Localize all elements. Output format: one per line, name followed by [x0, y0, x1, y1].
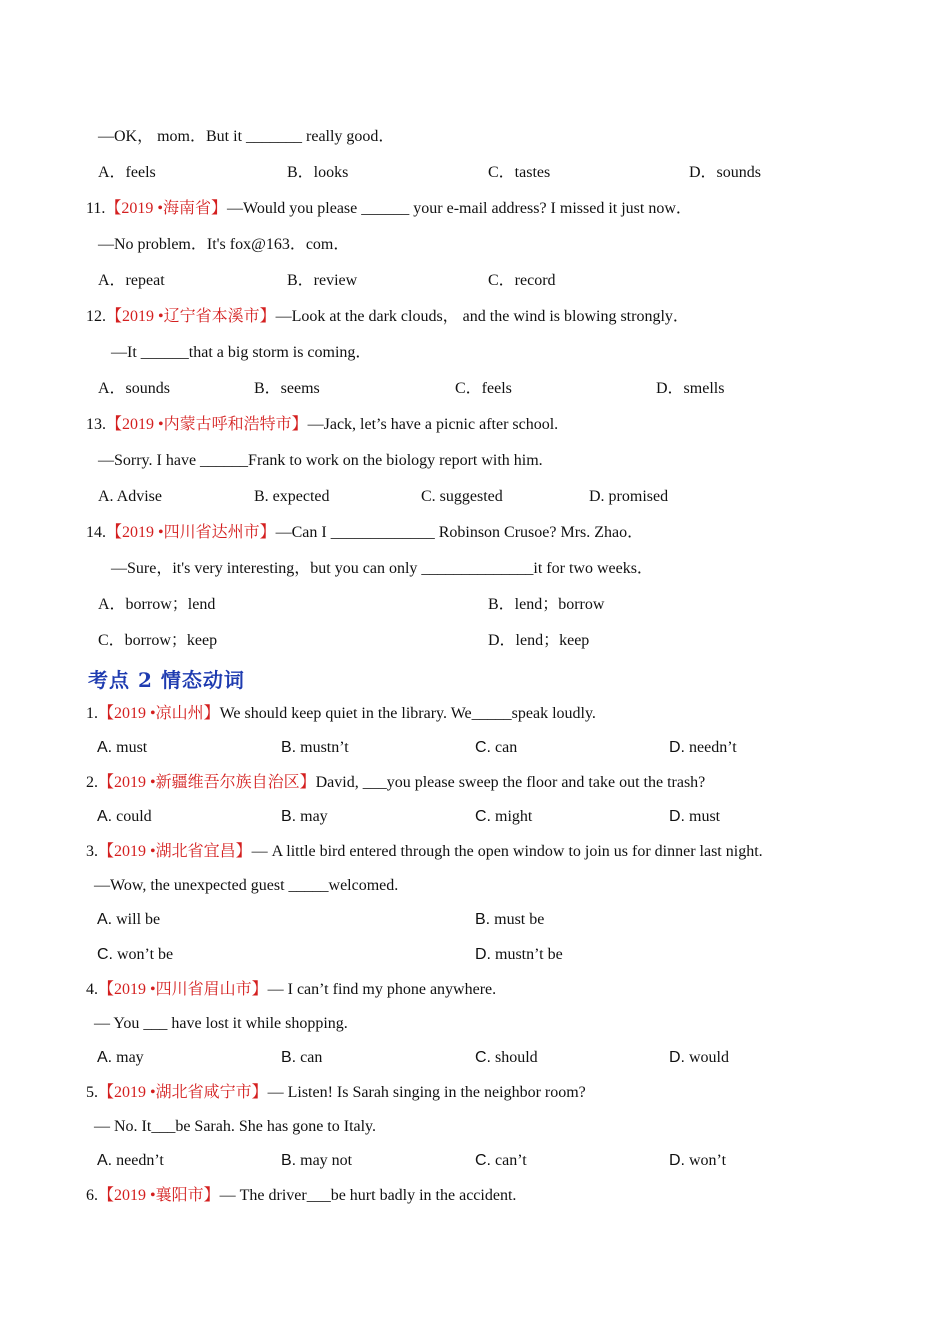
option-text: must [116, 739, 148, 756]
q12-source: 【2019 •辽宁省本溪市】 [106, 308, 276, 325]
s2-q5-option-b [281, 1151, 352, 1171]
option-text: must [689, 808, 721, 825]
option-letter: B. [281, 808, 297, 825]
q12-stem [86, 307, 689, 327]
q14-option-c: C．borrow；keep [98, 632, 218, 649]
option-letter: A. [97, 911, 113, 928]
s2-q5-reply: — No. It___be Sarah. She has gone to Italy. [94, 1118, 377, 1135]
s2-q6-source: 【2019 •襄阳市】 [98, 1187, 220, 1204]
s2-q5-text: — Listen! Is Sarah singing in the neighbor room? [267, 1084, 586, 1101]
s2-q1-option-c [475, 738, 517, 758]
option-letter: A. [97, 1049, 113, 1066]
s2-q2-source: 【2019 •新疆维吾尔族自治区】 [98, 774, 316, 791]
s2-q4-text: — I can’t find my phone anywhere. [267, 981, 497, 998]
s2-q4-reply: — You ___ have lost it while shopping. [94, 1015, 348, 1032]
q14-option-b: B．lend；borrow [488, 596, 605, 613]
s2-q2-option-c [475, 807, 532, 827]
q12-option-b: B．seems [254, 380, 320, 397]
option-text: would [689, 1049, 729, 1066]
q13-stem [86, 415, 558, 435]
q14-number: 14. [86, 524, 106, 541]
s2-q3-stem [86, 842, 763, 862]
q14-source: 【2019 •四川省达州市】 [106, 524, 276, 541]
s2-q2-stem [86, 773, 705, 793]
option-letter: B. [475, 911, 491, 928]
s2-q4-source: 【2019 •四川省眉山市】 [98, 981, 268, 998]
s2-q6-text: — The driver___be hurt badly in the accident. [219, 1187, 517, 1204]
q13-option-d: D. promised [589, 488, 669, 505]
option-letter: A. [97, 739, 113, 756]
q13-option-c: C. suggested [421, 488, 503, 505]
q14-stem [86, 523, 643, 543]
option-letter: D. [669, 1152, 685, 1169]
option-text: will be [116, 911, 161, 928]
q14-reply: —Sure，it's very interesting，but you can only ______________it for two weeks． [111, 560, 653, 577]
option-letter: B. [281, 1049, 297, 1066]
option-letter: C. [97, 946, 113, 963]
s2-q2-text: David, ___you please sweep the floor and take out the trash? [315, 774, 706, 791]
s2-q3-option-a [97, 910, 160, 930]
q12-option-d: D．smells [656, 380, 725, 397]
s2-q3-option-d [475, 945, 563, 965]
q10-option-d: D．sounds [689, 164, 762, 181]
option-text: could [116, 808, 152, 825]
option-text: might [495, 808, 533, 825]
option-letter: B. [281, 1152, 297, 1169]
s2-q4-stem [86, 980, 496, 1000]
s2-q1-option-b [281, 738, 349, 758]
q12-number: 12. [86, 308, 106, 325]
option-text: won’t be [117, 946, 174, 963]
option-text: may [116, 1049, 144, 1066]
s2-q2-option-b [281, 807, 328, 827]
s2-q5-stem [86, 1083, 586, 1103]
s2-q1-option-d [669, 738, 737, 758]
s2-q6-number: 6. [86, 1187, 98, 1204]
q12-option-a: A．sounds [98, 380, 171, 397]
q10-option-b: B．looks [287, 164, 349, 181]
option-letter: D. [669, 1049, 685, 1066]
q11-text: —Would you please ______ your e-mail address? I missed it just now． [227, 200, 692, 217]
s2-q1-text: We should keep quiet in the library. We_____speak loudly. [219, 705, 596, 722]
s2-q4-option-d [669, 1048, 729, 1068]
s2-q5-number: 5. [86, 1084, 98, 1101]
option-letter: C. [475, 1049, 491, 1066]
s2-q1-stem [86, 704, 596, 724]
s2-q3-option-b [475, 910, 544, 930]
option-text: needn’t [116, 1152, 164, 1169]
option-letter: D. [475, 946, 491, 963]
q10-option-c: C．tastes [488, 164, 551, 181]
s2-q2-option-a [97, 807, 152, 827]
q11-source: 【2019 •海南省】 [105, 200, 228, 217]
s2-q6-stem [86, 1186, 516, 1206]
q13-source: 【2019 •内蒙古呼和浩特市】 [106, 416, 308, 433]
option-text: should [495, 1049, 538, 1066]
option-text: can’t [495, 1152, 527, 1169]
option-letter: A. [97, 1152, 113, 1169]
q11-number: 11. [86, 200, 106, 217]
s2-q3-text: — A little bird entered through the open window to join us for dinner last night. [251, 843, 763, 860]
q14-option-d: D．lend；keep [488, 632, 590, 649]
q11-option-a: A．repeat [98, 272, 165, 289]
q13-option-a: A. Advise [98, 488, 162, 505]
option-letter: B. [281, 739, 297, 756]
section-heading: 考点 2 情态动词 [88, 668, 245, 692]
option-text: may [300, 808, 328, 825]
option-text: mustn’t be [495, 946, 563, 963]
q10-answer-line: —OK， mom．But it _______ really good． [98, 128, 395, 145]
option-text: needn’t [689, 739, 737, 756]
option-letter: C. [475, 1152, 491, 1169]
q11-option-c: C．record [488, 272, 556, 289]
s2-q4-option-c [475, 1048, 538, 1068]
s2-q4-option-a [97, 1048, 144, 1068]
q13-option-b: B. expected [254, 488, 330, 505]
option-letter: D. [669, 808, 685, 825]
s2-q5-option-d [669, 1151, 726, 1171]
option-text: may not [300, 1152, 353, 1169]
q11-stem [86, 199, 692, 219]
option-text: must be [494, 911, 545, 928]
s2-q5-option-a [97, 1151, 164, 1171]
option-text: can [495, 739, 518, 756]
s2-q5-option-c [475, 1151, 527, 1171]
q13-reply: —Sorry. I have ______Frank to work on the biology report with him. [98, 452, 543, 469]
q14-text: —Can I _____________ Robinson Crusoe? Mrs. Zhao． [275, 524, 644, 541]
option-letter: C. [475, 808, 491, 825]
s2-q2-option-d [669, 807, 720, 827]
s2-q4-number: 4. [86, 981, 98, 998]
s2-q3-number: 3. [86, 843, 98, 860]
option-letter: A. [97, 808, 113, 825]
s2-q3-source: 【2019 •湖北省宜昌】 [98, 843, 252, 860]
s2-q5-source: 【2019 •湖北省咸宁市】 [98, 1084, 268, 1101]
s2-q3-reply: —Wow, the unexpected guest _____welcomed. [94, 877, 399, 894]
q12-reply: —It ______that a big storm is coming． [111, 344, 372, 361]
s2-q1-option-a [97, 738, 147, 758]
s2-q1-source: 【2019 •凉山州】 [98, 705, 220, 722]
q12-text: —Look at the dark clouds， and the wind is blowing strongly． [275, 308, 689, 325]
q11-reply: —No problem．It's fox@163．com． [98, 236, 350, 253]
q11-option-b: B．review [287, 272, 358, 289]
q14-option-a: A．borrow；lend [98, 596, 216, 613]
q10-option-a: A．feels [98, 164, 156, 181]
option-text: won’t [689, 1152, 727, 1169]
s2-q4-option-b [281, 1048, 322, 1068]
option-letter: D. [669, 739, 685, 756]
option-letter: C. [475, 739, 491, 756]
q13-number: 13. [86, 416, 106, 433]
q12-option-c: C．feels [455, 380, 512, 397]
option-text: can [300, 1049, 323, 1066]
s2-q2-number: 2. [86, 774, 98, 791]
s2-q1-number: 1. [86, 705, 98, 722]
q13-text: —Jack, let’s have a picnic after school. [307, 416, 559, 433]
s2-q3-option-c [97, 945, 173, 965]
option-text: mustn’t [300, 739, 349, 756]
